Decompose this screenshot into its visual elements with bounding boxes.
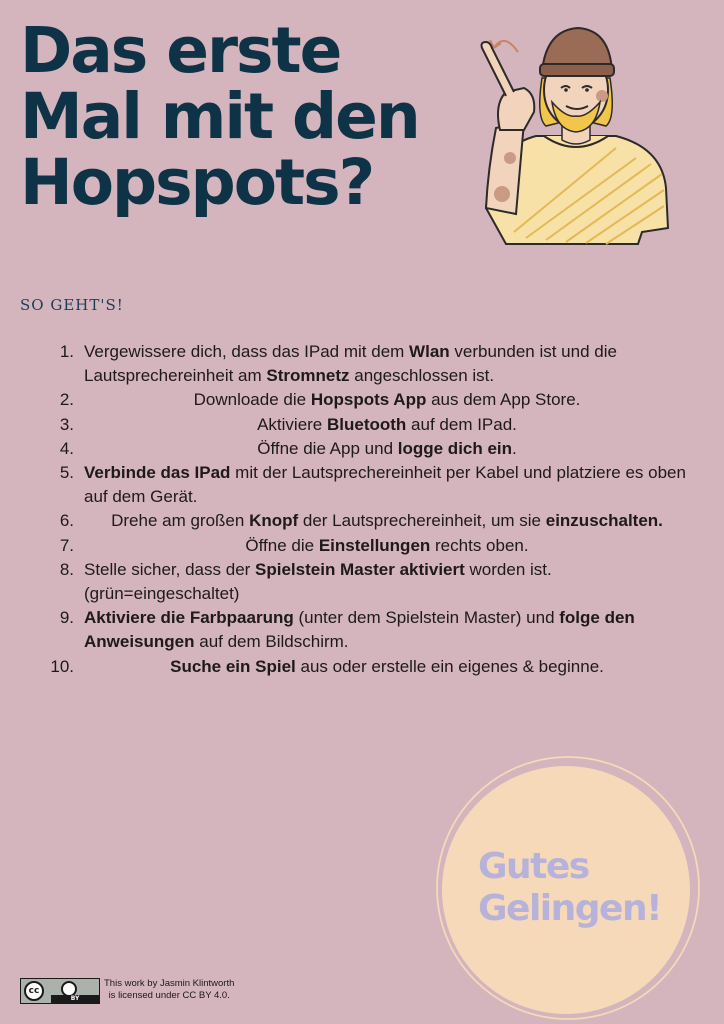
step-text-part: angeschlossen ist. [349, 366, 495, 386]
step-item [34, 655, 690, 679]
instruction-list [34, 340, 690, 679]
step-text [84, 606, 690, 654]
step-text [84, 534, 690, 558]
step-text-part: Downloade die [193, 390, 311, 410]
step-item [34, 461, 690, 509]
step-text [84, 558, 690, 606]
step-item [34, 413, 690, 437]
step-text-part: der Lautsprechereinheit, um sie [298, 511, 546, 531]
step-text-bold: Stromnetz [266, 366, 350, 386]
step-text-part: mit der Lautsprechereinheit per Kabel und platziere es oben auf dem Gerät. [84, 463, 686, 507]
step-item [34, 558, 690, 606]
good-luck-line-1: Gutes [478, 846, 589, 887]
step-text-part: Öffne die App und [257, 438, 398, 458]
step-text [84, 413, 690, 437]
step-text [84, 509, 690, 533]
step-item [34, 340, 690, 388]
step-text-part: Aktiviere [257, 414, 327, 434]
step-text-bold: folge den Anweisungen [84, 608, 635, 652]
license-line-2: is licensed under CC BY 4.0. [108, 990, 230, 1001]
step-text-bold: Spielstein Master aktiviert [255, 559, 465, 579]
step-number: 8. [59, 559, 74, 579]
license-notice [20, 978, 234, 1004]
step-text-part: aus dem App Store. [426, 390, 581, 410]
step-item [34, 437, 690, 461]
step-item [34, 606, 690, 654]
step-text-bold: Wlan [409, 342, 450, 361]
step-text-bold: Knopf [249, 511, 299, 531]
step-text-part: verbunden ist und die Lautsprechereinheit am [84, 342, 617, 386]
step-text-bold: Bluetooth [327, 414, 407, 434]
step-text-part: aus oder erstelle ein eigenes & beginne. [295, 656, 604, 676]
step-text-part: (unter dem Spielstein Master) und [293, 608, 560, 628]
step-item [34, 388, 690, 412]
step-text-part: Vergewissere dich, dass das IPad mit dem [84, 342, 410, 361]
step-number: 10. [50, 656, 74, 676]
step-number: 3. [59, 414, 74, 434]
step-text-part: Drehe am großen [111, 511, 250, 531]
step-number: 7. [59, 535, 74, 555]
page-subtitle: SO GEHT'S! [20, 296, 124, 314]
person-pointing-illustration [466, 18, 676, 250]
step-text [84, 437, 690, 461]
cc-icon: cc [24, 981, 44, 1001]
step-text-part: Stelle sicher, dass der [84, 559, 256, 579]
step-number: 4. [59, 438, 74, 458]
step-text [84, 340, 690, 388]
step-text-bold: Verbinde das IPad [84, 463, 231, 483]
cc-by-badge [20, 978, 100, 1004]
step-number: 6. [59, 511, 74, 531]
step-text-part: Öffne die [245, 535, 319, 555]
step-text-bold: einzuschalten. [545, 511, 663, 531]
step-text-part: . [512, 438, 517, 458]
step-text-bold: Hopspots App [310, 390, 427, 410]
step-number: 9. [59, 608, 74, 628]
license-text [104, 978, 234, 1002]
good-luck-line-2: Gelingen! [478, 888, 662, 929]
step-item [34, 509, 690, 533]
step-text-part: auf dem IPad. [406, 414, 517, 434]
step-text-part: rechts oben. [430, 535, 529, 555]
license-line-1: This work by Jasmin Klintworth [104, 978, 235, 989]
step-number: 2. [59, 390, 74, 410]
step-text [84, 461, 690, 509]
step-number: 5. [59, 463, 74, 483]
page-title: Das erste Mal mit den Hopspots? [20, 14, 419, 219]
step-text-bold: Einstellungen [318, 535, 431, 555]
step-text-part: worden ist. (grün=eingeschaltet) [84, 559, 552, 604]
good-luck-text [478, 846, 661, 930]
step-item [34, 534, 690, 558]
step-text [84, 655, 690, 679]
step-number: 1. [59, 342, 74, 361]
step-text-bold: Suche ein Spiel [170, 656, 296, 676]
by-label: BY [51, 995, 99, 1003]
step-text [84, 388, 690, 412]
step-text-bold: logge dich ein [397, 438, 513, 458]
step-text-part: auf dem Bildschirm. [194, 632, 349, 652]
step-text-bold: Aktiviere die Farbpaarung [84, 608, 294, 628]
